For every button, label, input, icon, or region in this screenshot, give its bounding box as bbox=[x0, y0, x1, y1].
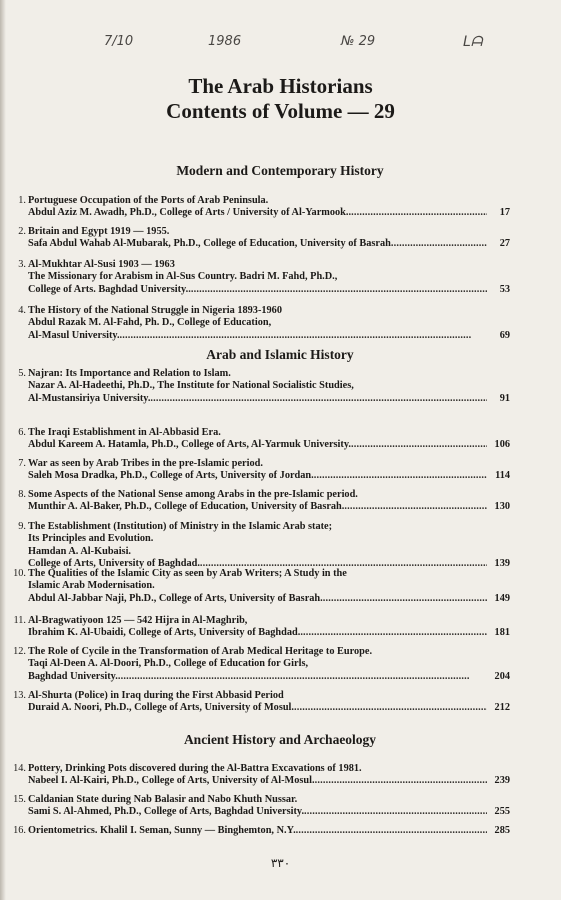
toc-entry bbox=[6, 305, 510, 342]
dot-leader bbox=[351, 439, 487, 451]
toc-page-number: 69 bbox=[499, 329, 510, 341]
dot-leader bbox=[120, 330, 487, 342]
toc-entry-line: Sami S. Al-Ahmed, Ph.D., College of Arts, Baghdad University. bbox=[28, 806, 305, 818]
toc-entry bbox=[6, 794, 510, 819]
dot-leader bbox=[314, 470, 487, 482]
dot-leader bbox=[296, 825, 487, 837]
section-heading-ancient: Ancient History and Archaeology bbox=[183, 732, 377, 747]
toc-entry-line: Taqi Al-Deen A. Al-Doori, Ph.D., College of Education for Girls, bbox=[28, 658, 309, 670]
toc-entry bbox=[6, 825, 510, 837]
dot-leader bbox=[344, 501, 487, 513]
toc-entry bbox=[6, 521, 510, 571]
toc-entry-line: Saleh Mosa Dradka, Ph.D., College of Arts, University of Jordan. bbox=[28, 470, 314, 482]
toc-entry bbox=[6, 690, 510, 715]
toc-entry-number: 15. bbox=[13, 794, 26, 805]
toc-entry-title: The Qualities of the Islamic City as seen by Arab Writers; A Study in the bbox=[28, 568, 347, 579]
toc-page-number: 106 bbox=[494, 439, 510, 451]
toc-entry-title: Al-Shurta (Police) in Iraq during the First Abbasid Period bbox=[28, 690, 284, 701]
toc-page-number: 149 bbox=[494, 592, 510, 604]
toc-entry-line: Al-Masul University. bbox=[28, 329, 120, 341]
toc-entry-title: The History of the National Struggle in Nigeria 1893-1960 bbox=[28, 305, 282, 316]
toc-entry-title: Najran: Its Importance and Relation to Islam. bbox=[28, 368, 231, 379]
toc-entry-line: College of Arts. Baghdad University. bbox=[28, 283, 189, 295]
toc-entry-line: Al-Mustansiriya University. bbox=[28, 392, 151, 404]
toc-entry-title: The Establishment (Institution) of Ministry in the Islamic Arab state; bbox=[28, 521, 333, 532]
toc-entry-title: Pottery, Drinking Pots discovered during the Al-Battra Excavations of 1981. bbox=[28, 763, 362, 774]
toc-entry-title: The Role of Cycile in the Transformation of Arab Medical Heritage to Europe. bbox=[28, 646, 373, 657]
toc-page-number: 91 bbox=[499, 392, 510, 404]
page-number-footer: ٣٣٠ bbox=[270, 856, 291, 870]
toc-entry-number: 2. bbox=[18, 226, 26, 237]
section-heading-arab-islamic: Arab and Islamic History bbox=[206, 347, 354, 362]
toc-entry-title: The Iraqi Establishment in Al-Abbasid Era. bbox=[28, 427, 221, 438]
toc-entry bbox=[6, 615, 510, 640]
dot-leader bbox=[150, 393, 487, 405]
toc-page-number: 212 bbox=[494, 702, 510, 714]
toc-entry bbox=[6, 568, 510, 605]
toc-entry-number: 5. bbox=[18, 368, 26, 379]
toc-page-number: 255 bbox=[494, 806, 510, 818]
toc-entry-number: 8. bbox=[18, 489, 26, 500]
toc-entry-number: 6. bbox=[18, 427, 26, 438]
toc-entry-number: 1. bbox=[18, 195, 26, 206]
toc-entry-title: Caldanian State during Nab Balasir and Nabo Khuth Nussar. bbox=[28, 794, 298, 805]
handwritten-note-1: 7/10 bbox=[104, 34, 134, 49]
toc-entry-line: Baghdad University. bbox=[28, 670, 118, 682]
toc-entry bbox=[6, 763, 510, 788]
toc-entry-number: 12. bbox=[13, 646, 26, 657]
toc-entry-line: Abdul Aziz M. Awadh, Ph.D., College of Arts / University of Al-Yarmook. bbox=[28, 207, 349, 219]
toc-page-number: 53 bbox=[499, 283, 510, 295]
dot-leader bbox=[188, 284, 487, 296]
toc-entry-line: Nazar A. Al-Hadeethi, Ph.D., The Institute for National Socialistic Studies, bbox=[28, 380, 354, 392]
toc-entry bbox=[6, 646, 510, 683]
toc-entry-title: War as seen by Arab Tribes in the pre-Islamic period. bbox=[28, 458, 263, 469]
toc-page-number: 181 bbox=[494, 627, 510, 639]
handwritten-note-3: № 29 bbox=[341, 34, 376, 49]
page-title: The Arab Historians bbox=[188, 74, 373, 98]
toc-entry bbox=[6, 427, 510, 452]
toc-entry-number: 11. bbox=[13, 615, 26, 626]
toc-entry-number: 14. bbox=[13, 763, 26, 774]
toc-page-number: 204 bbox=[494, 670, 510, 682]
dot-leader bbox=[323, 593, 487, 605]
toc-entry-number: 3. bbox=[18, 259, 26, 270]
toc-entry bbox=[6, 226, 510, 251]
toc-entry bbox=[6, 489, 510, 514]
dot-leader bbox=[294, 702, 487, 714]
toc-page-number: 139 bbox=[494, 558, 510, 570]
toc-entry-number: 13. bbox=[13, 690, 26, 701]
dot-leader bbox=[348, 207, 487, 219]
toc-entry-number: 9. bbox=[18, 521, 26, 532]
toc-page-number: 130 bbox=[494, 501, 510, 513]
dot-leader bbox=[118, 671, 487, 683]
toc-entry-line: College of Arts, University of Baghdad. bbox=[28, 558, 200, 570]
section-heading-modern: Modern and Contemporary History bbox=[176, 163, 384, 178]
toc-entry bbox=[6, 195, 510, 220]
toc-entry-number: 7. bbox=[18, 458, 26, 469]
toc-entry-line: Its Principles and Evolution. bbox=[28, 533, 154, 545]
toc-entry-title: Orientometrics. Khalil I. Seman, Sunny — Binghemton, N.Y. bbox=[28, 825, 296, 836]
toc-entry-line: Munthir A. Al-Baker, Ph.D., College of Education, University of Basrah. bbox=[28, 501, 345, 513]
toc-entry-line: The Missionary for Arabism in Al-Sus Country. Badri M. Fahd, Ph.D., bbox=[28, 271, 338, 283]
toc-entry-line: Duraid A. Noori, Ph.D., College of Arts, University of Mosul. bbox=[28, 702, 294, 714]
toc-entry-title: Some Aspects of the National Sense among Arabs in the pre-Islamic period. bbox=[28, 489, 358, 500]
dot-leader bbox=[300, 627, 487, 639]
handwritten-note-4: ᒪᗩ bbox=[463, 34, 483, 50]
toc-page-number: 239 bbox=[494, 775, 510, 787]
toc-page-number: 285 bbox=[494, 825, 510, 836]
toc-entry bbox=[6, 259, 510, 296]
toc-entry bbox=[6, 458, 510, 483]
dot-leader bbox=[391, 238, 487, 250]
toc-entry-number: 4. bbox=[18, 305, 26, 316]
toc-entry bbox=[6, 368, 510, 405]
toc-entry-number: 10. bbox=[13, 568, 26, 579]
toc-entry-line: Abdul Razak M. Al-Fahd, Ph. D., College of Education, bbox=[28, 317, 272, 329]
toc-entry-number: 16. bbox=[13, 825, 26, 836]
toc-entry-line: Nabeel I. Al-Kairi, Ph.D., College of Arts, University of Al-Mosul. bbox=[28, 775, 315, 787]
toc-entry-line: Abdul Al-Jabbar Naji, Ph.D., College of Arts, University of Basrah. bbox=[28, 592, 323, 604]
toc-entry-line: Islamic Arab Modernisation. bbox=[28, 580, 155, 592]
toc-entry-line: Safa Abdul Wahab Al-Mubarak, Ph.D., College of Education, University of Basrah bbox=[28, 238, 391, 250]
toc-entry-title: Al-Mukhtar Al-Susi 1903 — 1963 bbox=[28, 259, 175, 270]
toc-entry-line: Ibrahim K. Al-Ubaidi, College of Arts, University of Baghdad. bbox=[28, 627, 301, 639]
dot-leader bbox=[315, 775, 487, 787]
toc-page-number: 17 bbox=[499, 207, 510, 219]
toc-entry-line: Abdul Kareem A. Hatamla, Ph.D., College of Arts, Al-Yarmuk University. bbox=[28, 439, 352, 451]
toc-entry-line: Hamdan A. Al-Kubaisi. bbox=[28, 545, 131, 557]
toc-page-number: 27 bbox=[499, 238, 510, 250]
toc-entry-title: Portuguese Occupation of the Ports of Arab Peninsula. bbox=[28, 195, 269, 206]
dot-leader bbox=[304, 806, 487, 818]
toc-page-number: 114 bbox=[495, 470, 510, 482]
toc-entry-title: Britain and Egypt 1919 — 1955. bbox=[28, 226, 170, 237]
page-subtitle: Contents of Volume — 29 bbox=[166, 99, 395, 123]
handwritten-note-2: 1986 bbox=[208, 34, 242, 49]
toc-entry-title: Al-Bragwatiyoon 125 — 542 Hijra in Al-Maghrib, bbox=[28, 615, 248, 626]
